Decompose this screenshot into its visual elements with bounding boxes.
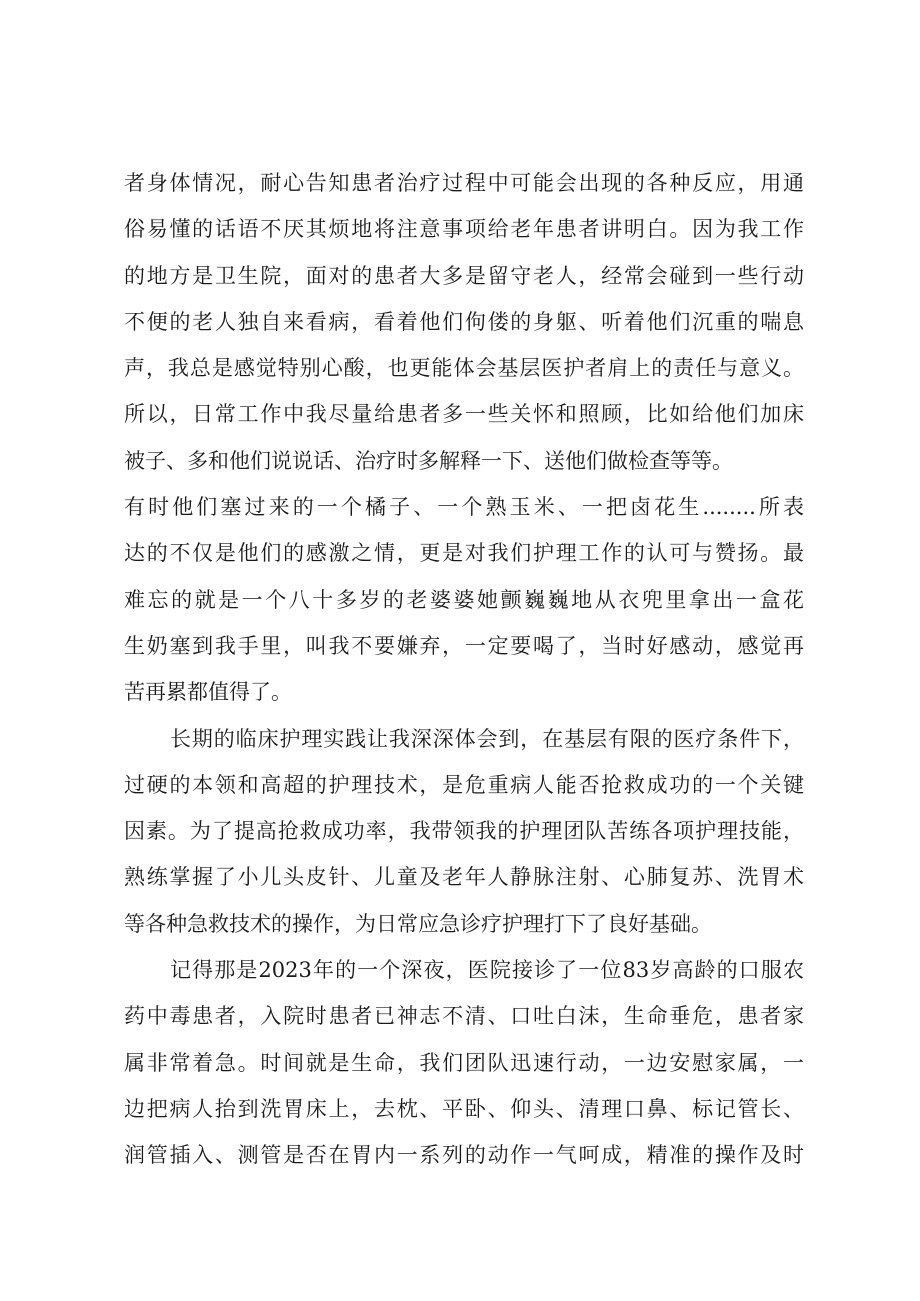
text-line: 声，我总是感觉特别心酸，也更能体会基层医护者肩上的责任与意义。 xyxy=(124,356,804,381)
text-line: 俗易懂的话语不厌其烦地将注意事项给老年患者讲明白。因为我工作 xyxy=(124,217,804,242)
text-line: 因素。为了提高抢救成功率，我带领我的护理团队苦练各项护理技能， xyxy=(124,819,804,844)
text-line: 等各种急救技术的操作，为日常应急诊疗护理打下了良好基础。 xyxy=(124,911,712,936)
text-line: 润管插入、测管是否在胃内一系列的动作一气呵成，精准的操作及时 xyxy=(124,1143,804,1168)
paragraph-clinical-skills xyxy=(124,716,804,947)
text-line: 属非常着急。时间就是生命，我们团队迅速行动，一边安慰家属，一 xyxy=(124,1050,804,1075)
text-line: 药中毒患者，入院时患者已神志不清、口吐白沫，生命垂危，患者家 xyxy=(124,1004,804,1029)
text-line: 难忘的就是一个八十多岁的老婆婆她颤巍巍地从衣兜里拿出一盒花 xyxy=(124,587,804,612)
text-line: 的地方是卫生院，面对的患者大多是留守老人，经常会碰到一些行动 xyxy=(124,263,804,288)
text-line: 有时他们塞过来的一个橘子、一个熟玉米、一把卤花生........所表 xyxy=(124,495,804,520)
paragraph-emergency-case xyxy=(124,947,804,1178)
text-line: 熟练掌握了小儿头皮针、儿童及老年人静脉注射、心肺复苏、洗胃术 xyxy=(124,865,804,890)
document-body xyxy=(124,160,804,1179)
text-line: 生奶塞到我手里，叫我不要嫌弃，一定要喝了，当时好感动，感觉再 xyxy=(124,633,804,658)
text-line: 记得那是2023年的一个深夜，医院接诊了一位83岁高龄的口服农 xyxy=(170,958,804,983)
text-line: 不便的老人独自来看病，看着他们佝偻的身躯、听着他们沉重的喘息 xyxy=(124,309,804,334)
text-line: 达的不仅是他们的感激之情，更是对我们护理工作的认可与赞扬。最 xyxy=(124,541,804,566)
paragraph-caring-for-elderly xyxy=(124,160,804,716)
text-line: 所以，日常工作中我尽量给患者多一些关怀和照顾，比如给他们加床 xyxy=(124,402,804,427)
text-line: 苦再累都值得了。 xyxy=(124,680,292,705)
text-line: 长期的临床护理实践让我深深体会到，在基层有限的医疗条件下， xyxy=(170,726,804,751)
text-line: 者身体情况，耐心告知患者治疗过程中可能会出现的各种反应，用通 xyxy=(124,171,804,195)
text-line: 过硬的本领和高超的护理技术，是危重病人能否抢救成功的一个关键 xyxy=(124,772,804,797)
text-line: 边把病人抬到洗胃床上，去枕、平卧、仰头、清理口鼻、标记管长、 xyxy=(124,1096,804,1121)
text-line: 被子、多和他们说说话、治疗时多解释一下、送他们做检查等等。 xyxy=(124,448,733,473)
